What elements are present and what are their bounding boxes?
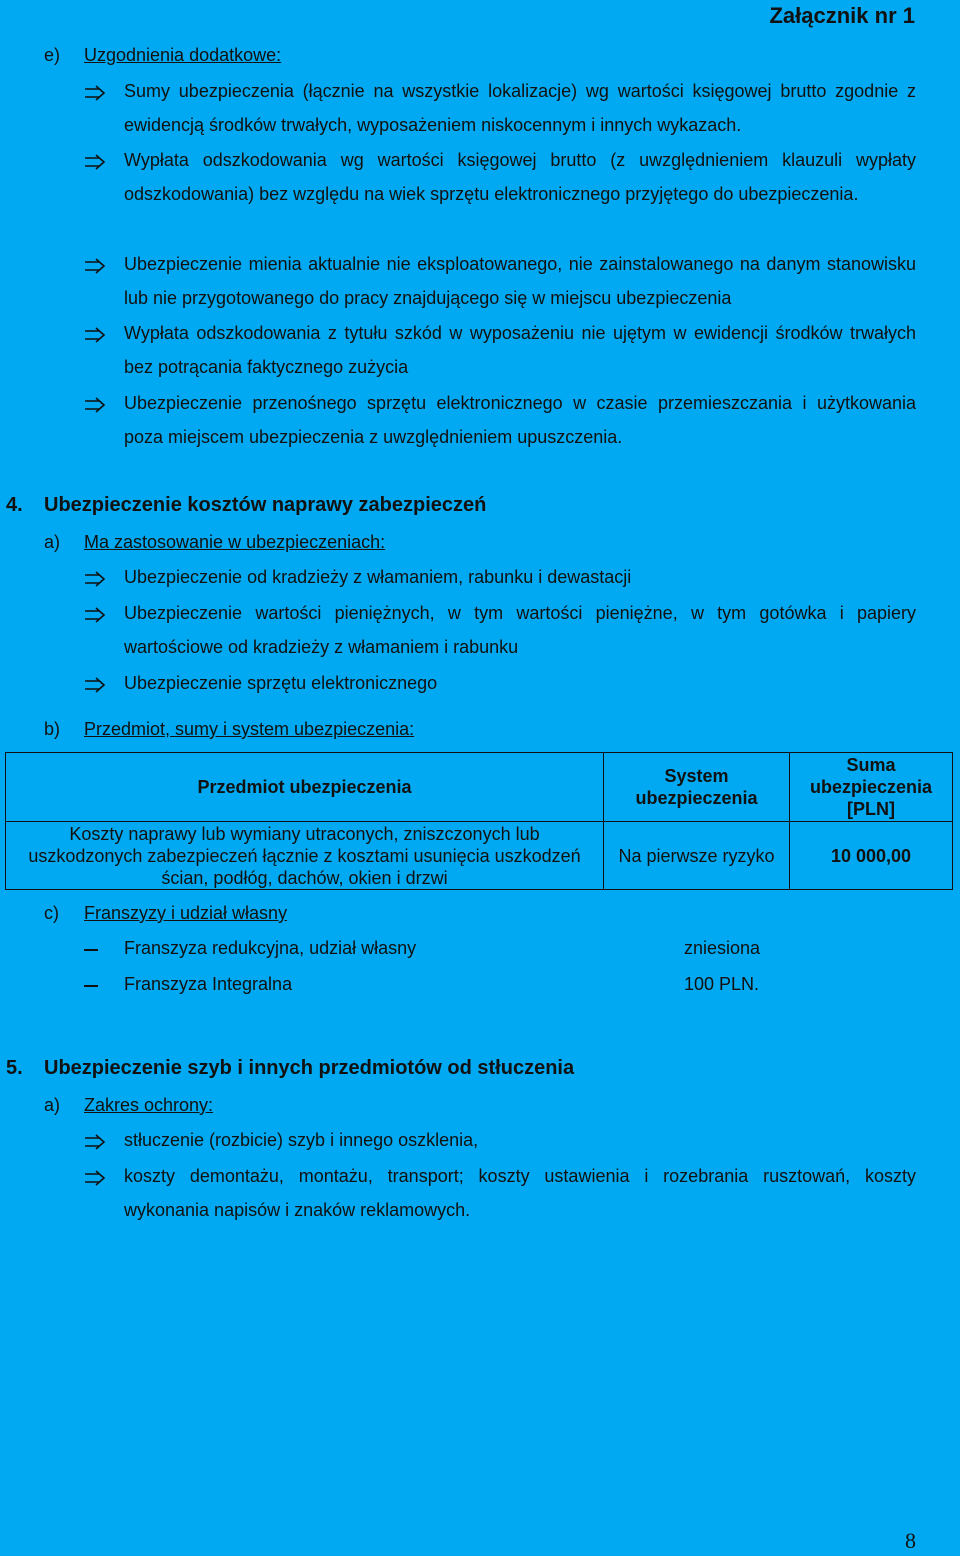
section-5a-item-1: stłuczenie (rozbicie) szyb i innego oszklenia,	[124, 1130, 479, 1150]
section-e-item-5: Ubezpieczenie przenośnego sprzętu elektronicznego w czasie przemieszczania i użytkowania poza miejscem ubezpieczenia z uwzględnieniem upuszczenia.	[124, 393, 916, 447]
section-5-title: Ubezpieczenie szyb i innych przedmiotów od stłuczenia	[44, 1057, 575, 1079]
franchise-label-1: Franszyza redukcyjna, udział własny	[124, 938, 417, 958]
section-5-number: 5.	[6, 1057, 23, 1079]
page-number: 8	[905, 1528, 916, 1553]
table-cell-subject: Koszty naprawy lub wymiany utraconych, zniszczonych lub uszkodzonych zabezpieczeń łącznie z kosztami usunięcia uszkodzeń ścian, podłóg, dachów, okien i drzwi	[6, 822, 604, 890]
annex-title: Załącznik nr 1	[769, 3, 915, 28]
table-cell-sum: 10 000,00	[790, 822, 953, 890]
section-e-item-4: Wypłata odszkodowania z tytułu szkód w wyposażeniu nie ujętym w ewidencji środków trwałych bez potrącania faktycznego zużycia	[124, 323, 916, 377]
franchise-value-2: 100 PLN.	[684, 974, 760, 994]
section-5a-item-2: koszty demontażu, montażu, transport; koszty ustawienia i rozebrania rusztowań, koszty wykonania napisów i znaków reklamowych.	[124, 1166, 916, 1220]
arrow-icon	[84, 153, 106, 171]
section-4c-marker: c)	[44, 903, 59, 923]
arrow-icon	[84, 606, 106, 624]
arrow-icon	[84, 570, 106, 588]
section-e-marker: e)	[44, 45, 61, 65]
section-4a-title: Ma zastosowanie w ubezpieczeniach:	[84, 532, 386, 552]
arrow-icon	[84, 1169, 106, 1187]
coverage-table	[5, 752, 953, 890]
section-5a-title: Zakres ochrony:	[84, 1095, 214, 1115]
section-4b-title: Przedmiot, sumy i system ubezpieczenia:	[84, 719, 415, 739]
table-header-subject: Przedmiot ubezpieczenia	[6, 753, 604, 822]
section-4-number: 4.	[6, 494, 23, 516]
section-e-item-2: Wypłata odszkodowania wg wartości księgowej brutto (z uwzględnieniem klauzuli wypłaty odszkodowania) bez względu na wiek sprzętu elektronicznego przyjętego do ubezpieczenia.	[124, 150, 916, 204]
section-5a-marker: a)	[44, 1095, 61, 1115]
section-4-title: Ubezpieczenie kosztów naprawy zabezpieczeń	[44, 494, 487, 516]
arrow-icon	[84, 1133, 106, 1151]
table-header-system: System ubezpieczenia	[604, 753, 790, 822]
arrow-icon	[84, 84, 106, 102]
section-4a-item-1: Ubezpieczenie od kradzieży z włamaniem, rabunku i dewastacji	[124, 567, 632, 587]
arrow-icon	[84, 676, 106, 694]
section-4c-title: Franszyzy i udział własny	[84, 903, 288, 923]
franchise-value-1: zniesiona	[684, 938, 761, 958]
section-4a-item-2: Ubezpieczenie wartości pieniężnych, w tym wartości pieniężne, w tym gotówka i papiery wartościowe od kradzieży z włamaniem i rabunku	[124, 603, 916, 657]
arrow-icon	[84, 326, 106, 344]
section-4a-item-3: Ubezpieczenie sprzętu elektronicznego	[124, 673, 438, 693]
section-4b-marker: b)	[44, 719, 61, 739]
section-4a-marker: a)	[44, 532, 61, 552]
franchise-label-2: Franszyza Integralna	[124, 974, 293, 994]
section-e-title: Uzgodnienia dodatkowe:	[84, 45, 282, 65]
dash-icon	[84, 949, 98, 951]
section-e-item-3: Ubezpieczenie mienia aktualnie nie eksploatowanego, nie zainstalowanego na danym stanowisku lub nie przygotowanego do pracy znajdującego się w miejscu ubezpieczenia	[124, 254, 916, 308]
table-cell-system: Na pierwsze ryzyko	[604, 822, 790, 890]
dash-icon	[84, 985, 98, 987]
section-e-item-1: Sumy ubezpieczenia (łącznie na wszystkie lokalizacje) wg wartości księgowej brutto zgodnie z ewidencją środków trwałych, wyposażeniem niskocennym i innych wykazach.	[124, 81, 916, 135]
table-header-sum: Suma ubezpieczenia [PLN]	[790, 753, 953, 822]
arrow-icon	[84, 257, 106, 275]
arrow-icon	[84, 396, 106, 414]
